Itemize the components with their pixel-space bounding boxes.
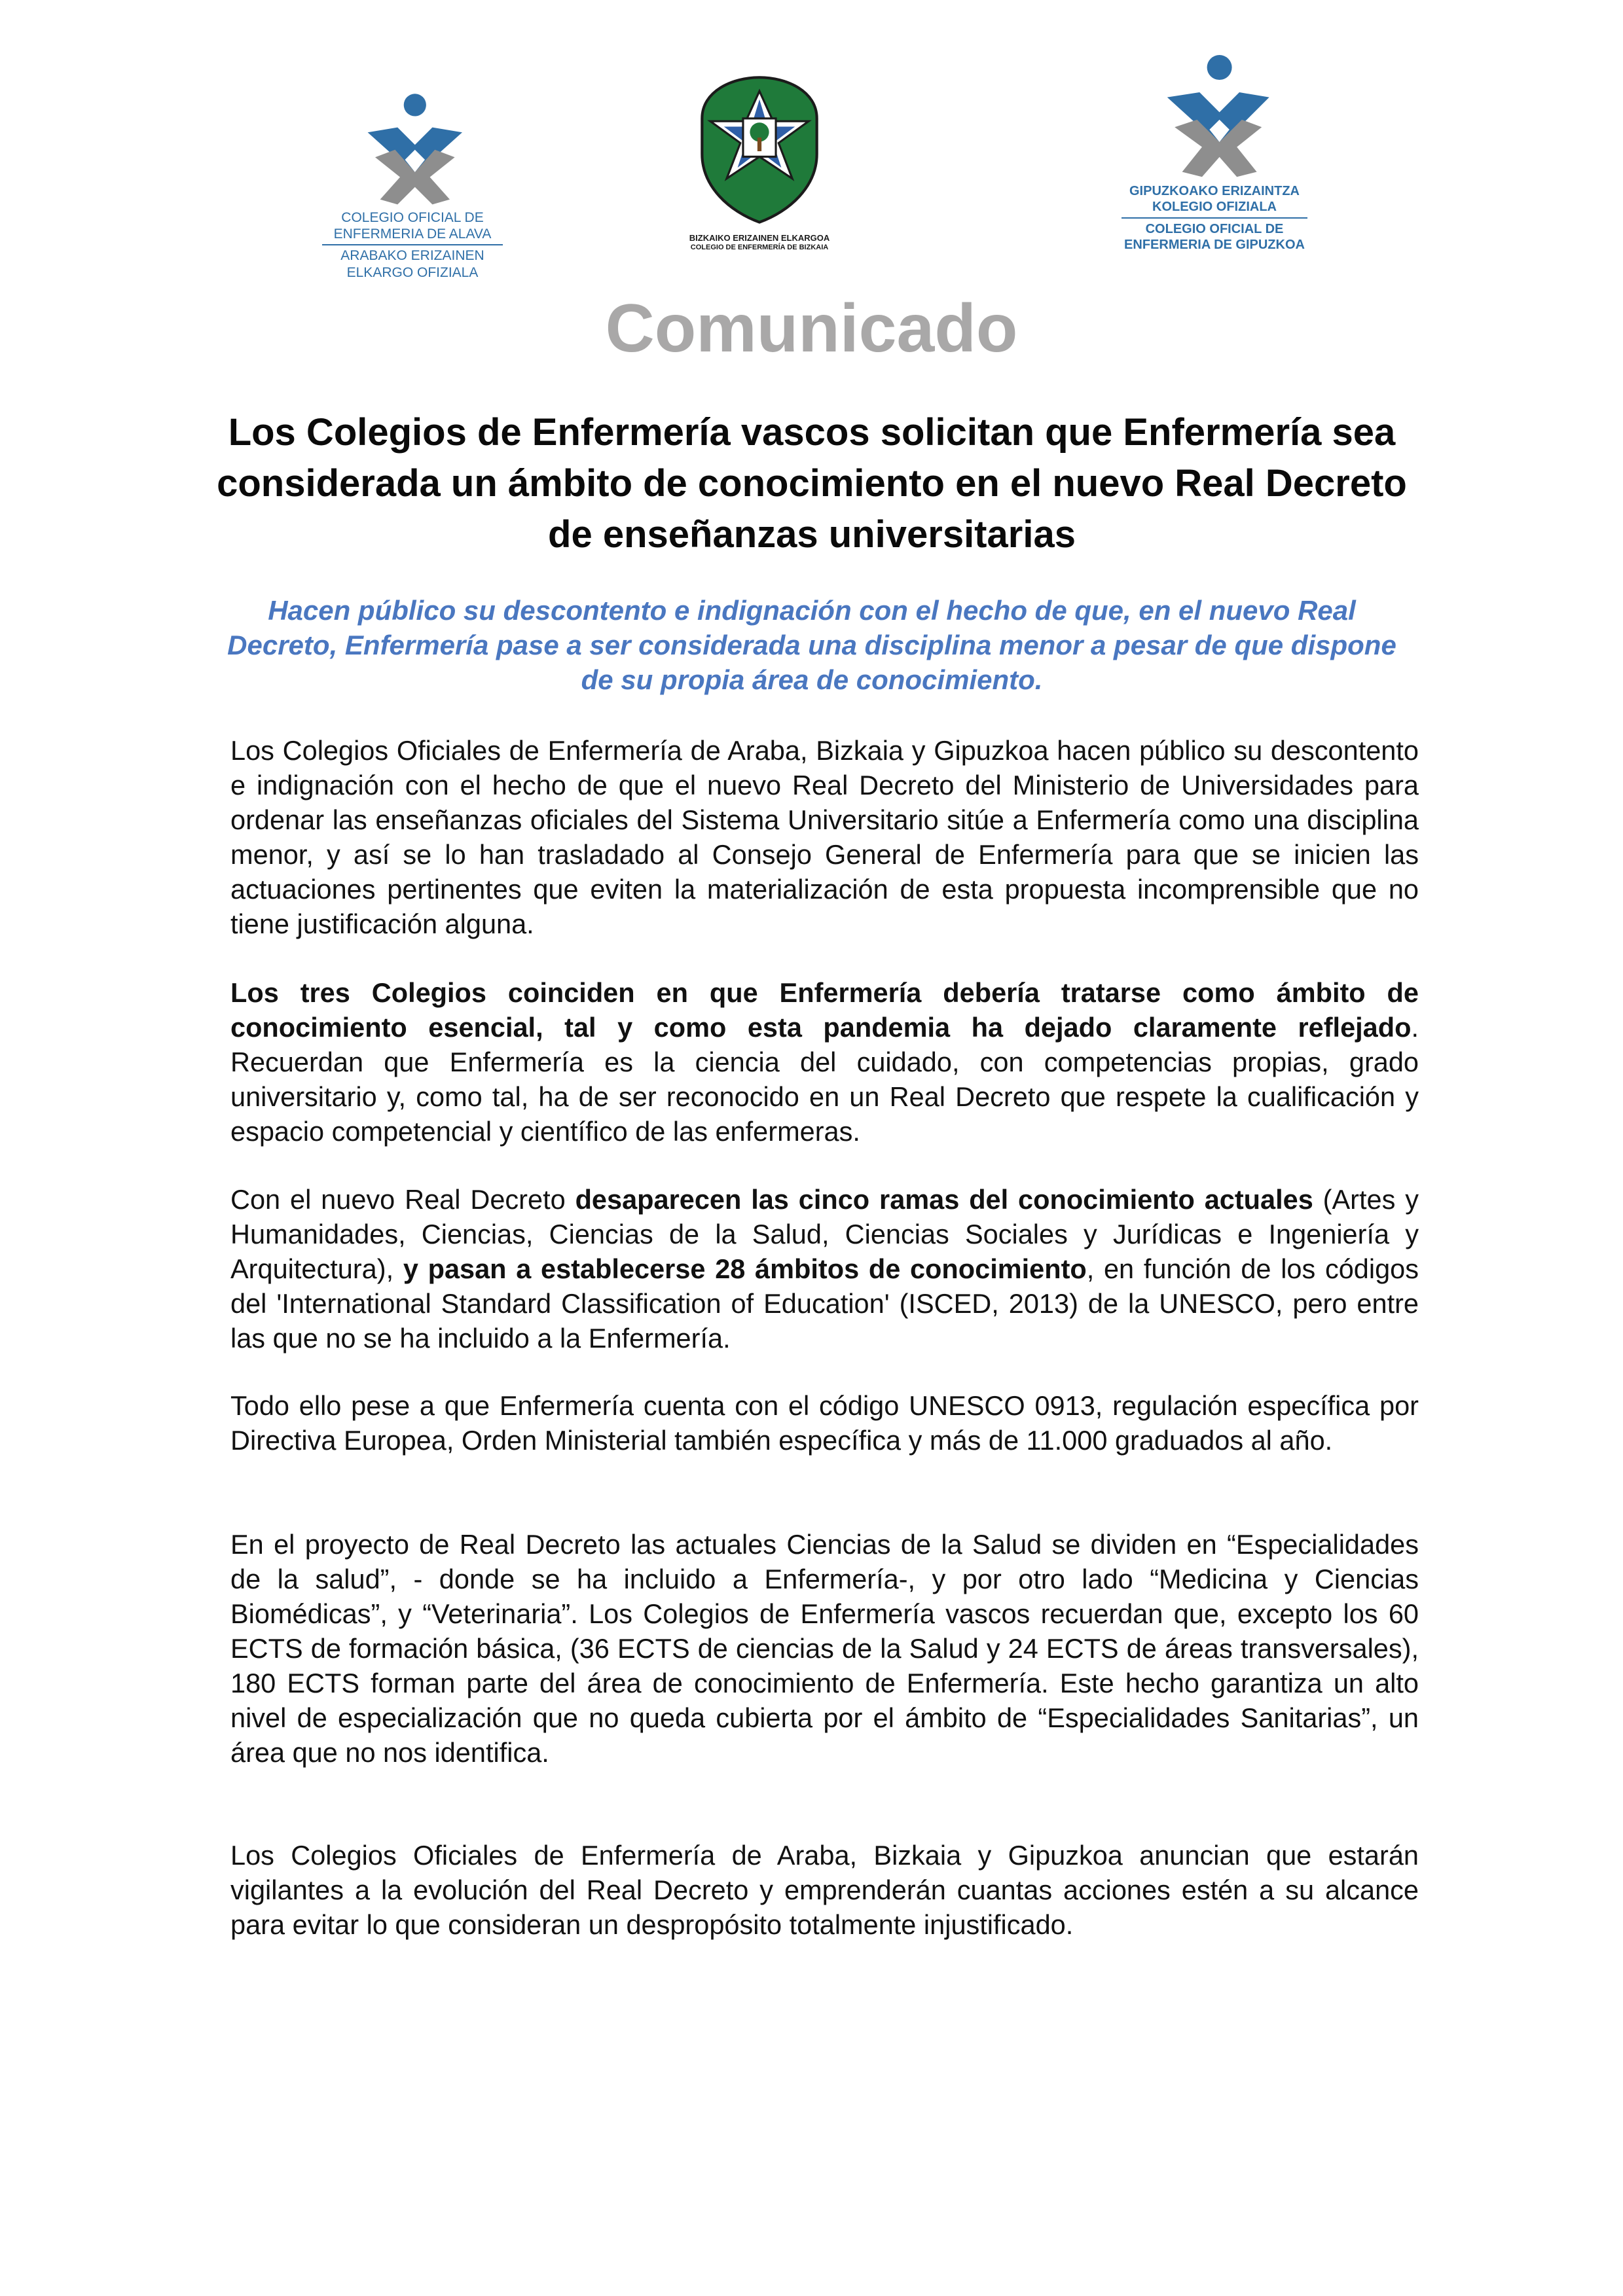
logo-bizkaia-line1: BIZKAIKO ERIZAINEN ELKARGOA [689,233,830,243]
paragraph-3-d: y pasan a establecerse 28 ámbitos de conocimiento [403,1253,1087,1284]
logo-gipuzkoa-line3: COLEGIO OFICIAL DE [1145,222,1284,236]
paragraph-5-text: En el proyecto de Real Decreto las actuales Ciencias de la Salud se dividen en “Especialidades de la salud”, - donde se ha incluido a Enfermería-, y por otro lado “Medicina y Ciencias Biomédicas”, y “Veterinaria”. Los Colegios de Enfermería vascos recuerdan que, excepto los 60 ECTS de formación básica, (36 ECTS de ciencias de la Salud y 24 ECTS de áreas transversales), 180 ECTS forman parte del área de conocimiento de Enfermería. Este hecho garantiza un alto nivel de especialización que no queda cubierta por el ámbito de “Especialidades Sanitarias”, un área que no nos identifica. [230,1529,1419,1768]
nurse-emblem-icon [350,85,475,209]
heraldic-cross-emblem-icon [691,72,828,229]
logo-gipuzkoa-line1: GIPUZKOAKO ERIZAINTZA [1129,184,1300,198]
nurse-emblem-icon [1152,52,1277,183]
paragraph-2-text [230,975,1419,1149]
paragraph-4 [230,1388,1419,1458]
logo-divider [1122,217,1307,219]
paragraph-3-c: (Artes y Humanidades, Ciencias, Ciencias de la Salud, Ciencias Sociales y Jurídicas e Ingeniería y Arquitectura), [230,1184,1419,1284]
paragraph-6-text: Los Colegios Oficiales de Enfermería de Araba, Bizkaia y Gipuzkoa anuncian que estarán vigilantes a la evolución del Real Decreto y emprenderán cuantas acciones estén a su alcance para evitar lo que consideran un despropósito totalmente injustificado. [230,1840,1419,1940]
paragraph-3-a: Con el nuevo Real Decreto [230,1184,575,1215]
logo-alava-line3: ARABAKO ERIZAINEN [340,248,484,264]
logo-divider [322,244,503,245]
logo-alava-line1: COLEGIO OFICIAL DE [341,210,484,225]
subtitle: Hacen público su descontento e indignación con el hecho de que, en el nuevo Real Decreto, Enfermería pase a ser considerada una disciplina menor a pesar de que dispone de su propia área de conocimiento. [227,595,1396,695]
logo-alava [308,85,517,281]
headline: Los Colegios de Enfermería vascos solicitan que Enfermería sea considerada un ámbito de conocimiento en el nuevo Real Decreto de enseñanzas universitarias [217,411,1407,556]
logo-bizkaia [674,72,845,252]
logo-gipuzkoa-line4: ENFERMERIA DE GIPUZKOA [1124,238,1305,252]
logo-alava-line4: ELKARGO OFIZIALA [346,264,479,280]
paragraph-2-rest: . Recuerdan que Enfermería es la ciencia del cuidado, con competencias propias, grado universitario y, como tal, ha de ser reconocido en un Real Decreto que respete la cualificación y espacio competencial y científico de las enfermeras. [230,1012,1419,1147]
paragraph-6 [230,1838,1419,1942]
document-type-label: Comunicado [605,291,1018,367]
logo-gipuzkoa-line2: KOLEGIO OFIZIALA [1152,200,1277,214]
paragraph-4-text: Todo ello pese a que Enfermería cuenta con el código UNESCO 0913, regulación específica por Directiva Europea, Orden Ministerial también específica y más de 11.000 graduados al año. [230,1390,1419,1456]
paragraph-1-text: Los Colegios Oficiales de Enfermería de Araba, Bizkaia y Gipuzkoa hacen público su descontento e indignación con el hecho de que el nuevo Real Decreto del Ministerio de Universidades para ordenar las enseñanzas oficiales del Sistema Universitario sitúe a Enfermería como una disciplina menor, y así se lo han trasladado al Consejo General de Enfermería para que se inicien las actuaciones pertinentes que eviten la materialización de esta propuesta incomprensible que no tiene justificación alguna. [230,735,1419,939]
logo-bizkaia-line2: COLEGIO DE ENFERMERÍA DE BIZKAIA [690,243,829,251]
paragraph-3-text [230,1182,1419,1355]
paragraph-3-b: desaparecen las cinco ramas del conocimiento actuales [575,1184,1313,1215]
paragraph-3 [230,1182,1419,1355]
logo-gipuzkoa [1110,52,1319,253]
logo-alava-line2: ENFERMERIA DE ALAVA [333,226,492,242]
paragraph-5 [230,1527,1419,1770]
paragraph-2 [230,975,1419,1149]
paragraph-1 [230,733,1419,941]
paragraph-2-bold: Los tres Colegios coinciden en que Enfermería debería tratarse como ámbito de conocimiento esencial, tal y como esta pandemia ha dejado claramente reflejado [230,977,1419,1043]
paragraph-3-e: , en función de los códigos del 'International Standard Classification of Education' (ISCED, 2013) de la UNESCO, pero entre las que no se ha incluido a la Enfermería. [230,1253,1419,1354]
